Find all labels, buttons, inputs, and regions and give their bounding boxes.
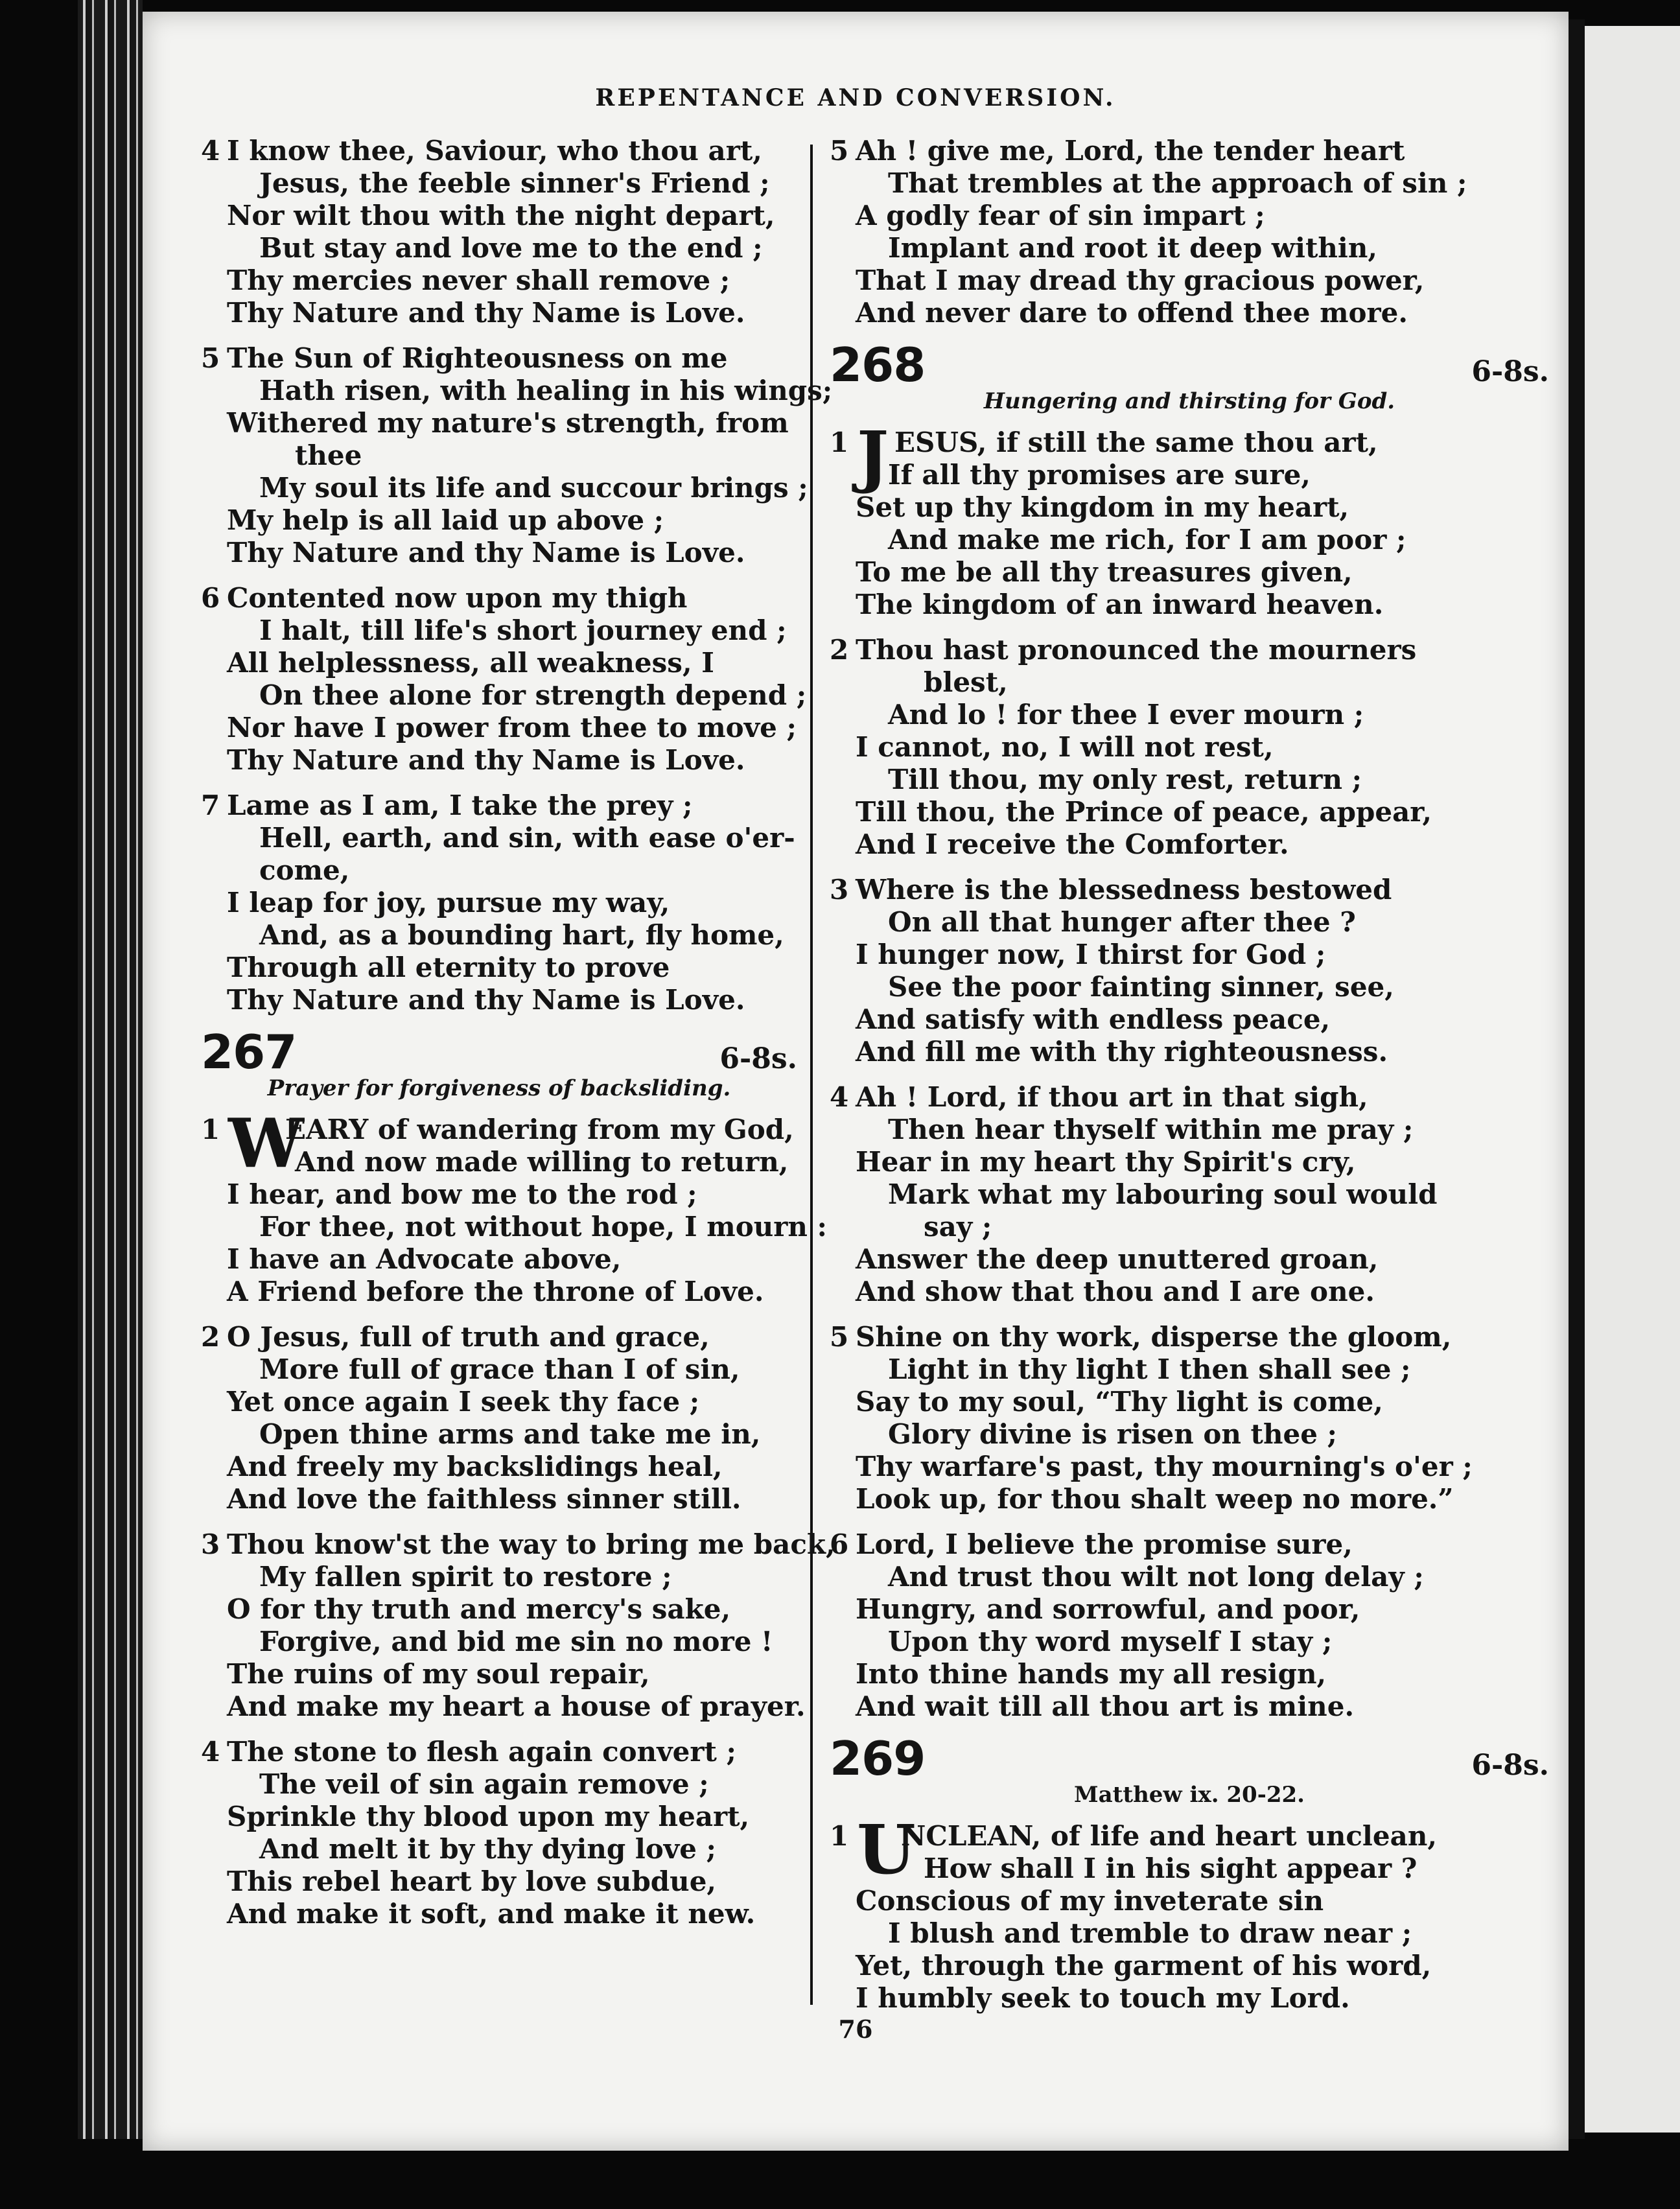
verse-line: My help is all laid up above ; (227, 504, 664, 536)
column-divider-rule (810, 145, 813, 2005)
verse-line: The veil of sin again remove ; (259, 1768, 709, 1800)
hymn-number: 269 (830, 1731, 926, 1786)
page-gutter-shadow (1569, 19, 1585, 2139)
verse-line: Hath risen, with healing in his wings; (259, 375, 833, 406)
hymn-header (201, 1025, 797, 1079)
hymn-meter: 6-8s. (1471, 1749, 1549, 1782)
right-column (830, 135, 1549, 2028)
verse-line: To me be all thy treasures given, (856, 556, 1353, 588)
verse-line: EARY of wandering from my God, (285, 1114, 794, 1145)
verse-line: O Jesus, full of truth and grace, (227, 1321, 710, 1353)
hymn-header (830, 338, 1549, 392)
verse-line: Withered my nature's strength, from (227, 407, 789, 439)
verse-number: 1 (830, 427, 849, 458)
verse-line: Glory divine is risen on thee ; (888, 1418, 1338, 1450)
verse-line: Ah ! Lord, if thou art in that sigh, (856, 1081, 1368, 1113)
verse-line: I halt, till life's short journey end ; (259, 614, 787, 646)
verse-line: Thy Nature and thy Name is Love. (227, 744, 745, 776)
verse-line: Into thine hands my all resign, (856, 1658, 1327, 1690)
verse-line: And I receive the Comforter. (856, 828, 1289, 860)
hymn-meter: 6-8s. (1471, 355, 1549, 388)
verse-line: All helplessness, all weakness, I (227, 647, 714, 679)
verse-line: And show that thou and I are one. (856, 1276, 1375, 1307)
verse-line: And, as a bounding hart, fly home, (259, 919, 784, 951)
verse-line: Upon thy word myself I stay ; (888, 1626, 1333, 1657)
verse-line: And melt it by thy dying love ; (259, 1833, 717, 1865)
verse-line: I know thee, Saviour, who thou art, (227, 135, 762, 167)
verse-line: Hell, earth, and sin, with ease o'er- (259, 822, 795, 854)
verse-line: And love the faithless sinner still. (227, 1483, 741, 1515)
verse (201, 582, 807, 777)
verse (830, 1081, 1549, 1308)
verse-line: Answer the deep unuttered groan, (856, 1243, 1379, 1275)
verse (830, 1321, 1549, 1515)
verse (201, 789, 797, 1016)
verse-number: 1 (201, 1114, 220, 1145)
verse (201, 342, 833, 569)
verse-line: See the poor fainting sinner, see, (888, 971, 1394, 1003)
verse-line: The stone to flesh again convert ; (227, 1736, 736, 1768)
verse-line: Till thou, the Prince of peace, appear, (856, 796, 1432, 828)
verse-line: And trust thou wilt not long delay ; (888, 1561, 1424, 1593)
verse-line: O for thy truth and mercy's sake, (227, 1593, 731, 1625)
verse-number: 7 (201, 789, 220, 821)
verse-line: How shall I in his sight appear ? (924, 1853, 1418, 1884)
verse-line: Conscious of my inveterate sin (856, 1885, 1324, 1917)
verse-number: 4 (830, 1081, 849, 1113)
verse-line: And never dare to offend thee more. (856, 297, 1408, 329)
verse-line: Till thou, my only rest, return ; (888, 764, 1362, 795)
verse-line: The Sun of Righteousness on me (227, 342, 728, 374)
verse (830, 1528, 1549, 1723)
verse-line: My fallen spirit to restore ; (259, 1561, 672, 1593)
verse-line: Thy Nature and thy Name is Love. (227, 984, 745, 1016)
left-column (201, 135, 835, 1943)
verse-line: Hungry, and sorrowful, and poor, (856, 1593, 1360, 1625)
running-head: REPENTANCE AND CONVERSION. (595, 84, 1116, 111)
verse-line: Contented now upon my thigh (227, 582, 688, 614)
verse-line: Shine on thy work, disperse the gloom, (856, 1321, 1452, 1353)
verse (201, 1736, 797, 1930)
hymn-number: 268 (830, 338, 926, 392)
verse-line: I hunger now, I thirst for God ; (856, 939, 1326, 970)
page-number: 76 (838, 2015, 873, 2044)
verse-line: Say to my soul, “Thy light is come, (856, 1386, 1383, 1418)
verse-line: That I may dread thy gracious power, (856, 264, 1425, 296)
verse-line: And wait till all thou art is mine. (856, 1690, 1355, 1722)
verse-line: Then hear thyself within me pray ; (888, 1114, 1414, 1145)
verse (201, 135, 797, 329)
verse-line: Thy Nature and thy Name is Love. (227, 297, 745, 329)
verse-line: Jesus, the feeble sinner's Friend ; (259, 167, 770, 199)
verse-number: 1 (830, 1820, 849, 1852)
verse-line: Yet once again I seek thy face ; (227, 1386, 700, 1418)
verse-line: come, (259, 854, 350, 886)
hymn-subtitle: Prayer for forgiveness of backsliding. (267, 1075, 731, 1101)
verse-line: Light in thy light I then shall see ; (888, 1353, 1411, 1385)
hymn-subtitle: Matthew ix. 20-22. (1074, 1782, 1305, 1808)
verse-number: 6 (201, 582, 220, 614)
verse (830, 634, 1549, 861)
facing-page-edge (1585, 26, 1680, 2133)
verse-line: Yet, through the garment of his word, (856, 1950, 1432, 1981)
drop-cap: W (228, 1103, 304, 1183)
verse-line: And satisfy with endless peace, (856, 1003, 1331, 1035)
verse-line: Thy warfare's past, thy mourning's o'er ; (856, 1451, 1473, 1482)
verse-number: 5 (201, 342, 220, 374)
verse-line: On all that hunger after thee ? (888, 906, 1356, 938)
hymnal-page (143, 12, 1569, 2151)
verse-line: And freely my backslidings heal, (227, 1451, 723, 1482)
verse-line: Implant and root it deep within, (888, 232, 1378, 264)
verse-line: This rebel heart by love subdue, (227, 1865, 717, 1897)
book-spine (78, 0, 143, 2139)
verse-line: Forgive, and bid me sin no more ! (259, 1626, 773, 1657)
verse-line: If all thy promises are sure, (888, 459, 1311, 491)
verse-line: I have an Advocate above, (227, 1243, 622, 1275)
verse-line: I humbly seek to touch my Lord. (856, 1982, 1350, 2014)
verse-line: Open thine arms and take me in, (259, 1418, 761, 1450)
verse-line: And make me rich, for I am poor ; (888, 524, 1406, 555)
verse-line: I blush and tremble to draw near ; (888, 1917, 1412, 1949)
verse-line: I leap for joy, pursue my way, (227, 887, 670, 918)
verse-line: Where is the blessedness bestowed (856, 874, 1392, 906)
verse-line: The ruins of my soul repair, (227, 1658, 650, 1690)
verse-line: More full of grace than I of sin, (259, 1353, 740, 1385)
verse-line: Lord, I believe the promise sure, (856, 1528, 1353, 1560)
verse-line: But stay and love me to the end ; (259, 232, 763, 264)
verse-line: And make it soft, and make it new. (227, 1898, 756, 1930)
verse-line: A Friend before the throne of Love. (227, 1276, 764, 1307)
verse (830, 1810, 1549, 2015)
verse-line: Ah ! give me, Lord, the tender heart (856, 135, 1405, 167)
verse (201, 1103, 828, 1308)
verse-line: thee (295, 439, 362, 471)
drop-cap: U (857, 1810, 916, 1889)
verse (830, 416, 1549, 621)
verse (830, 874, 1549, 1068)
hymn-meter: 6-8s. (719, 1042, 797, 1075)
verse-line: ESUS, if still the same thou art, (894, 427, 1378, 458)
verse-number: 2 (830, 634, 849, 666)
verse-line: say ; (924, 1211, 992, 1243)
verse-line: Nor wilt thou with the night depart, (227, 200, 775, 231)
verse-line: Thy mercies never shall remove ; (227, 264, 730, 296)
verse-number: 6 (830, 1528, 849, 1560)
verse-line: Mark what my labouring soul would (888, 1178, 1438, 1210)
verse-line: And make my heart a house of prayer. (227, 1690, 806, 1722)
verse-number: 3 (830, 874, 849, 906)
verse-line: I hear, and bow me to the rod ; (227, 1178, 697, 1210)
verse-line: Lame as I am, I take the prey ; (227, 789, 693, 821)
drop-cap: J (857, 416, 889, 496)
verse-line: A godly fear of sin impart ; (856, 200, 1265, 231)
verse-number: 5 (830, 135, 849, 167)
verse-line: Nor have I power from thee to move ; (227, 712, 797, 743)
verse-line: NCLEAN, of life and heart unclean, (901, 1820, 1437, 1852)
verse-line: And now made willing to return, (295, 1146, 789, 1178)
verse-line: My soul its life and succour brings ; (259, 472, 808, 504)
verse-line: I cannot, no, I will not rest, (856, 731, 1274, 763)
verse-line: For thee, not without hope, I mourn : (259, 1211, 828, 1243)
verse (201, 1528, 835, 1723)
verse-line: Thou know'st the way to bring me back, (227, 1528, 835, 1560)
verse-number: 5 (830, 1321, 849, 1353)
verse-line: blest, (924, 666, 1008, 698)
verse-number: 4 (201, 1736, 220, 1768)
verse-number: 3 (201, 1528, 220, 1560)
verse-line: And lo ! for thee I ever mourn ; (888, 699, 1364, 730)
verse-line: Hear in my heart thy Spirit's cry, (856, 1146, 1356, 1178)
hymn-header (830, 1731, 1549, 1786)
verse-line: Look up, for thou shalt weep no more.” (856, 1483, 1454, 1515)
verse-line: Thy Nature and thy Name is Love. (227, 537, 745, 568)
verse-line: Sprinkle thy blood upon my heart, (227, 1801, 750, 1832)
verse-line: Through all eternity to prove (227, 952, 670, 983)
verse (830, 135, 1549, 329)
verse-line: That trembles at the approach of sin ; (888, 167, 1467, 199)
verse-line: The kingdom of an inward heaven. (856, 589, 1384, 620)
verse-line: Thou hast pronounced the mourners (856, 634, 1417, 666)
verse (201, 1321, 797, 1515)
verse-line: On thee alone for strength depend ; (259, 679, 807, 711)
verse-line: And fill me with thy righteousness. (856, 1036, 1388, 1068)
verse-line: Set up thy kingdom in my heart, (856, 491, 1349, 523)
verse-number: 2 (201, 1321, 220, 1353)
hymn-subtitle: Hungering and thirsting for God. (983, 388, 1395, 414)
hymn-number: 267 (201, 1025, 297, 1079)
verse-number: 4 (201, 135, 220, 167)
